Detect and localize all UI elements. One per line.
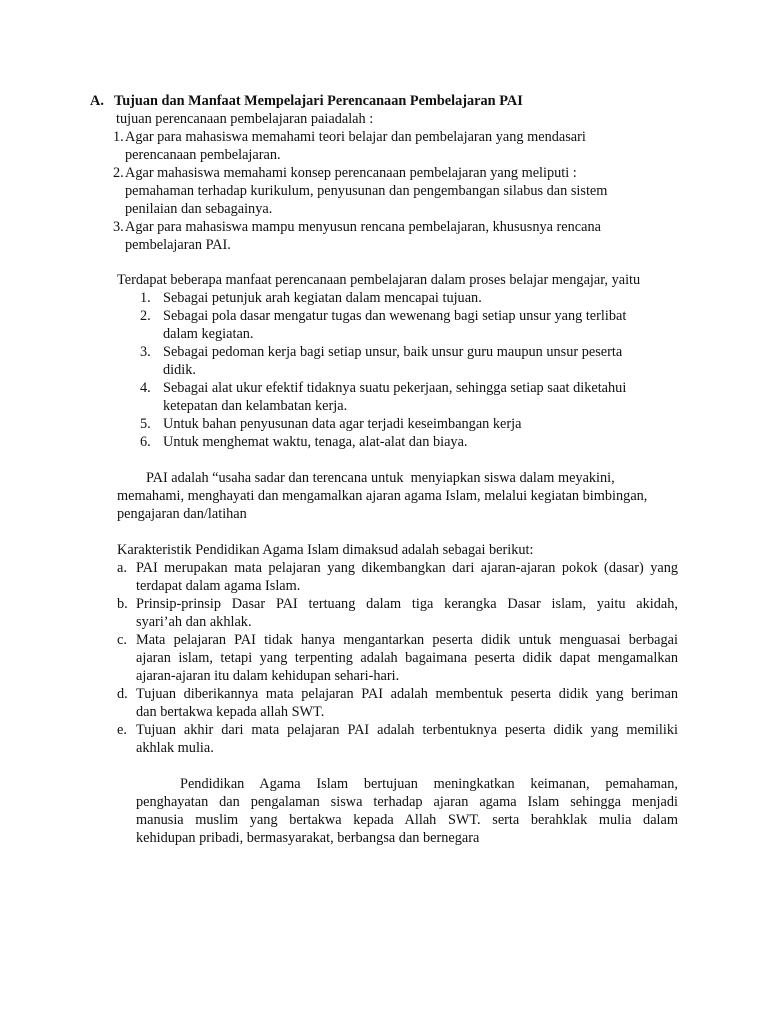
characteristic-letter: a. <box>117 560 127 576</box>
characteristic-text: terdapat dalam agama Islam. <box>136 578 301 594</box>
benefit-text: Sebagai pola dasar mengatur tugas dan wewenang bagi setiap unsur yang terlibat <box>163 308 627 324</box>
goal-text: Agar mahasiswa memahami konsep perencanaan pembelajaran yang meliputi : <box>125 165 577 181</box>
closing-paragraph-line: kehidupan pribadi, bermasyarakat, berbangsa dan bernegara <box>136 830 480 846</box>
pai-definition-line: pengajaran dan/latihan <box>117 506 247 522</box>
goal-text: pembelajaran PAI. <box>125 237 231 253</box>
benefit-text: Sebagai alat ukur efektif tidaknya suatu pekerjaan, sehingga setiap saat diketahui <box>163 380 627 396</box>
goal-text: Agar para mahasiswa memahami teori belajar dan pembelajaran yang mendasari <box>125 129 586 145</box>
benefit-number: 5. <box>140 416 151 432</box>
benefit-number: 3. <box>140 344 151 360</box>
characteristic-text: akhlak mulia. <box>136 740 214 756</box>
characteristic-text: dan bertakwa kepada allah SWT. <box>136 704 325 720</box>
benefit-text: didik. <box>163 362 196 378</box>
benefit-text: Untuk menghemat waktu, tenaga, alat-alat dan biaya. <box>163 434 468 450</box>
pai-definition-line: PAI adalah “usaha sadar dan terencana untuk menyiapkan siswa dalam meyakini, <box>146 470 615 486</box>
characteristic-text: Mata pelajaran PAI tidak hanya mengantarkan peserta didik untuk menguasai berbagai <box>136 632 678 648</box>
characteristic-text: Tujuan akhir dari mata pelajaran PAI adalah terbentuknya peserta didik yang memiliki <box>136 722 678 738</box>
characteristics-intro: Karakteristik Pendidikan Agama Islam dimaksud adalah sebagai berikut: <box>117 542 534 558</box>
goals-intro: tujuan perencanaan pembelajaran paiadalah : <box>116 111 374 127</box>
characteristic-text: PAI merupakan mata pelajaran yang dikembangkan dari ajaran-ajaran pokok (dasar) yang <box>136 560 678 576</box>
benefit-text: Untuk bahan penyusunan data agar terjadi keseimbangan kerja <box>163 416 522 432</box>
benefit-number: 4. <box>140 380 151 396</box>
pai-definition-line: memahami, menghayati dan mengamalkan ajaran agama Islam, melalui kegiatan bimbingan, <box>117 488 648 504</box>
characteristic-text: ajaran-ajaran itu dalam kehidupan sehari-hari. <box>136 668 400 684</box>
benefit-number: 2. <box>140 308 151 324</box>
characteristic-letter: d. <box>117 686 128 702</box>
benefit-text: ketepatan dan kelambatan kerja. <box>163 398 348 414</box>
goal-text: pemahaman terhadap kurikulum, penyusunan dan pengembangan silabus dan sistem <box>125 183 608 199</box>
characteristic-text: ajaran islam, tetapi yang terpenting adalah bagaimana peserta didik dapat mengamalkan <box>136 650 678 666</box>
characteristic-text: Prinsip-prinsip Dasar PAI tertuang dalam tiga kerangka Dasar islam, yaitu akidah, <box>136 596 678 612</box>
characteristic-letter: e. <box>117 722 127 738</box>
benefit-text: Sebagai pedoman kerja bagi setiap unsur, baik unsur guru maupun unsur peserta <box>163 344 623 360</box>
closing-paragraph-line: Pendidikan Agama Islam bertujuan meningkatkan keimanan, pemahaman, <box>180 776 678 792</box>
goal-text: penilaian dan sebagainya. <box>125 201 273 217</box>
characteristic-letter: b. <box>117 596 128 612</box>
closing-paragraph-line: penghayatan dan pengalaman siswa terhadap ajaran agama Islam sehingga menjadi <box>136 794 678 810</box>
goal-text: perencanaan pembelajaran. <box>125 147 281 163</box>
benefit-number: 6. <box>140 434 151 450</box>
benefit-text: Sebagai petunjuk arah kegiatan dalam mencapai tujuan. <box>163 290 482 306</box>
characteristic-letter: c. <box>117 632 127 648</box>
goal-text: Agar para mahasiswa mampu menyusun rencana pembelajaran, khususnya rencana <box>125 219 601 235</box>
benefits-intro: Terdapat beberapa manfaat perencanaan pembelajaran dalam proses belajar mengajar, yaitu <box>117 272 641 288</box>
goal-number: 3. <box>113 219 124 235</box>
section-heading-label: A. <box>90 93 104 109</box>
benefit-number: 1. <box>140 290 151 306</box>
section-heading: Tujuan dan Manfaat Mempelajari Perencanaan Pembelajaran PAI <box>114 93 523 109</box>
closing-paragraph-line: manusia muslim yang bertakwa kepada Allah SWT. serta berahklak mulia dalam <box>136 812 678 828</box>
characteristic-text: Tujuan diberikannya mata pelajaran PAI adalah membentuk peserta didik yang beriman <box>136 686 678 702</box>
goal-number: 2. <box>113 165 124 181</box>
benefit-text: dalam kegiatan. <box>163 326 254 342</box>
characteristic-text: syari’ah dan akhlak. <box>136 614 252 630</box>
goal-number: 1. <box>113 129 124 145</box>
